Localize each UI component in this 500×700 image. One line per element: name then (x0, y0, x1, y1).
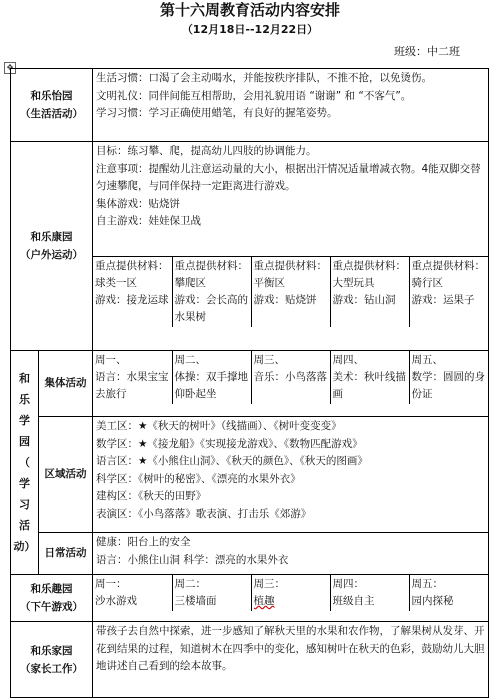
hexue-label-char: 园 (19, 435, 30, 448)
day-label: 周三： (253, 578, 285, 590)
heyi-label-sub: （生活活动） (20, 108, 83, 120)
daily-line-other: 语言：小熊住山洞 科学：漂亮的水果外衣 (96, 553, 289, 566)
day-label: 周五、 (411, 354, 443, 366)
day-content: 语言：水果宝宝去旅行 (95, 371, 169, 400)
class-label: 班级：中二班 (394, 45, 460, 58)
heyi-label-main: 和乐怡园 (30, 90, 73, 102)
hequ-day-3 (251, 575, 330, 611)
hekang-label-main: 和乐康园 (30, 231, 73, 243)
heyi-content (93, 69, 489, 142)
group-day-4 (330, 351, 409, 404)
zone-game: 游戏：会长高的水果树 (174, 294, 248, 323)
zone-game: 游戏：贴烧饼 (253, 294, 317, 306)
day-label: 周四： (332, 578, 364, 590)
daily-activity-content (93, 533, 489, 575)
day-content: 数学：圆圆的身份证 (411, 371, 485, 400)
zone-5 (409, 257, 488, 327)
day-label: 周二： (174, 578, 206, 590)
zone-title: 重点提供材料： (174, 260, 248, 272)
hejia-label (11, 622, 93, 698)
day-label: 周四、 (332, 354, 364, 366)
zone-title: 重点提供材料： (332, 260, 406, 272)
row-hexue-group (11, 351, 489, 417)
group-day-5 (409, 351, 488, 404)
day-content: 沙水游戏 (95, 595, 137, 607)
hequ-day-5 (409, 575, 488, 611)
zone-area: 攀爬区 (174, 277, 206, 289)
hekang-zones-cell (93, 257, 489, 351)
area-activity-label: 区域活动 (39, 417, 93, 533)
zone-area: 骑行区 (411, 277, 443, 289)
heyi-line-habit: 生活习惯：口渴了会主动喝水，并能按秩序排队，不推不抢，以免烫伤。 (96, 72, 432, 84)
day-content: 班级自主 (332, 595, 375, 607)
area-line-science: 科学区：《树叶的秘密》、《漂亮的水果外衣》 (96, 472, 301, 485)
hejia-text: 带孩子去自然中探索，进一步感知了解秋天里的水果和农作物，了解果树从发芽、开花到结果的过程，知道树木在四季中的变化，感知树叶在秋天的色彩，鼓励幼儿大胆地讲述自己看到的绘本故事。 (96, 625, 485, 672)
row-hejia (11, 622, 489, 698)
heyi-line-manners: 文明礼仪：同伴间能互相帮助，会用礼貌用语 “谢谢” 和 “不客气”。 (96, 89, 412, 102)
heyi-label (11, 69, 93, 142)
hekang-goal: 目标：练习攀、爬，提高幼儿四肢的协调能力。 (96, 145, 317, 157)
group-activity-cell (93, 351, 489, 417)
hexue-label (11, 351, 39, 575)
row-hexue-daily (11, 533, 489, 575)
hekang-label-sub: （户外运动） (20, 249, 83, 261)
hexue-label-char: 学 (19, 414, 30, 427)
hexue-label-char: 习 (19, 498, 30, 511)
group-activity-table (93, 351, 488, 404)
row-hexue-area (11, 417, 489, 533)
heyi-line-study: 学习习惯：学习正确使用蜡笔，有良好的握笔姿势。 (96, 107, 338, 119)
hexue-label-char: 活 (19, 519, 30, 532)
area-line-math: 数学区：★《接龙船》《实现接龙游戏》、《数物匹配游戏》 (96, 437, 363, 450)
zone-area: 球类一区 (95, 277, 137, 289)
hekang-group-game: 集体游戏：贴烧饼 (96, 197, 180, 210)
row-hekang (11, 142, 489, 257)
hexue-label-char: 和 (19, 372, 30, 385)
day-content: 园内探秘 (411, 595, 454, 607)
hexue-label-char: （ (19, 456, 30, 469)
day-label: 周三、 (253, 354, 285, 366)
daily-line-health: 健康：阳台上的安全 (96, 536, 191, 548)
hejia-label-sub: （家长工作） (20, 662, 83, 675)
hexue-label-char: 动） (13, 540, 36, 553)
zone-1 (93, 257, 172, 327)
day-content: 体操：双手撑地仰卧起坐 (174, 371, 248, 400)
group-day-3 (251, 351, 330, 404)
hequ-days-table (93, 575, 488, 611)
hejia-label-main: 和乐家园 (30, 644, 73, 657)
hekang-content (93, 142, 489, 257)
hequ-label-main: 和乐趣园 (30, 583, 73, 595)
group-activity-label: 集体活动 (39, 351, 93, 417)
hejia-content (93, 622, 489, 698)
group-day-2 (172, 351, 251, 404)
zone-game: 游戏：运果子 (411, 294, 475, 306)
zone-game: 游戏：接龙运球 (95, 294, 169, 306)
zone-title: 重点提供材料： (95, 260, 169, 272)
hekang-note: 注意事项：提醒幼儿注意运动量的大小，根据出汗情况适量增减衣物。4能双脚交替匀速攀爬，与同伴保持一定距离进行游戏。 (96, 162, 481, 192)
area-activity-content (93, 417, 489, 533)
group-day-1 (93, 351, 172, 404)
row-hequ (11, 575, 489, 622)
zone-3 (251, 257, 330, 327)
zone-area: 大型玩具 (332, 277, 375, 289)
row-heyi (11, 69, 489, 142)
hekang-label (11, 142, 93, 351)
day-content: 美术：秋叶线描画 (332, 371, 406, 400)
hequ-label-sub: （下午游戏） (20, 601, 83, 613)
day-label: 周一： (95, 578, 127, 590)
hekang-free-game: 自主游戏：娃娃保卫战 (96, 215, 201, 227)
zone-2 (172, 257, 251, 327)
daily-activity-label: 日常活动 (39, 533, 93, 575)
zone-title: 重点提供材料： (253, 260, 327, 272)
day-label: 周二、 (174, 354, 206, 366)
date-range: （12月18日--12月22日） (181, 23, 319, 36)
hequ-day-2 (172, 575, 251, 611)
zone-area: 平衡区 (253, 277, 285, 289)
day-content: 音乐：小鸟落落 (253, 371, 327, 383)
zone-game: 游戏：钻山洞 (332, 294, 396, 306)
table-move-handle-icon[interactable]: ✥ (4, 62, 16, 74)
area-line-build: 建构区：《秋天的田野》 (96, 490, 207, 502)
hequ-label (11, 575, 93, 622)
day-label: 周一、 (95, 354, 127, 366)
hequ-day-4 (330, 575, 409, 611)
area-line-perform: 表演区：《小鸟落落》歌表演、打击乐《郊游》 (96, 507, 312, 520)
day-content: 三楼墙面 (174, 595, 217, 607)
hexue-label-char: 学 (19, 477, 30, 490)
zone-4 (330, 257, 409, 327)
hequ-day-1 (93, 575, 172, 611)
area-line-art: 美工区：★《秋天的树叶》（线描画）、《树叶变变变》 (96, 420, 342, 432)
day-content: 植趣 (253, 595, 275, 607)
hexue-label-char: 乐 (19, 393, 30, 406)
day-label: 周五： (411, 578, 443, 590)
page-title: 第十六周教育活动内容安排 (159, 1, 340, 19)
hekang-zones-table (93, 257, 488, 327)
zone-title: 重点提供材料： (411, 260, 485, 272)
schedule-table (10, 68, 489, 698)
area-line-language: 语言区：★《小熊住山洞》、《秋天的颜色》、《秋天的图画》 (96, 455, 368, 467)
hequ-days-cell (93, 575, 489, 622)
